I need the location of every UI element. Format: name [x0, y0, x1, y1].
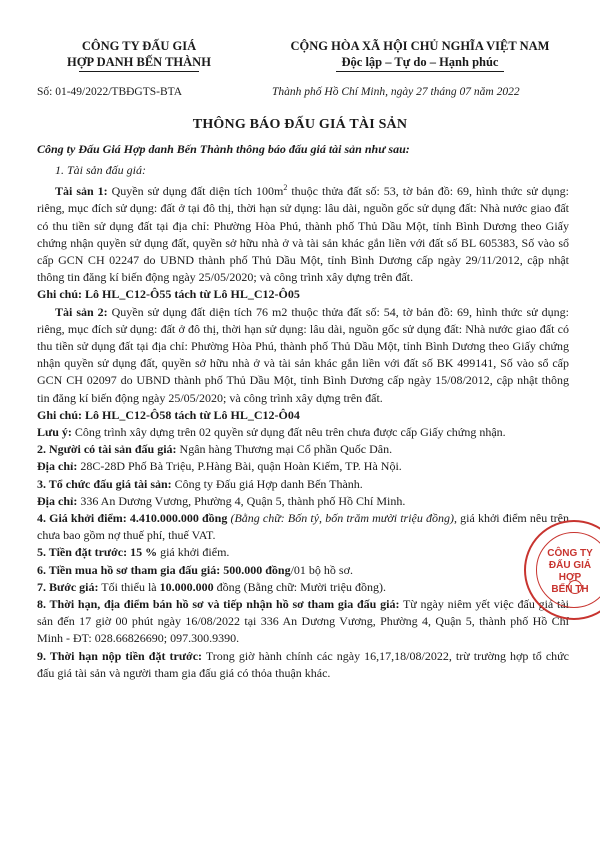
deposit-paragraph: [37, 544, 569, 561]
owner-address: [37, 458, 569, 475]
organizer-address: [37, 493, 569, 510]
starting-price-label: 4. Giá khởi điểm: 4.410.000.000 đồng: [37, 511, 228, 526]
org-name-line2: HỢP DANH BẾN THÀNH: [67, 55, 211, 69]
organization-header: [44, 38, 234, 72]
asset-1-area-unit-sup: 2: [283, 183, 288, 193]
deposit-period-text: Trong giờ hành chính các ngày 16,17,18/08/2022, trừ trường hợp tổ chức đấu giá tài sản và người tham gia đấu giá có thỏa thuận khác.: [37, 648, 569, 680]
asset-2-label: Tài sản 2:: [55, 304, 108, 319]
dossier-fee-label: 6. Tiền mua hồ sơ tham gia đấu giá: 500.000 đồng: [37, 562, 291, 577]
bid-step-paragraph: [37, 579, 569, 596]
owner-address-label: Địa chỉ:: [37, 459, 78, 474]
document-title: THÔNG BÁO ĐẤU GIÁ TÀI SẢN: [192, 117, 408, 132]
asset-2-note: Ghi chú: Lô HL_C12-Ô58 tách từ Lô HL_C12-Ô04: [37, 407, 300, 422]
owner-label: 2. Người có tài sản đấu giá:: [37, 442, 177, 457]
organizer-label: 3. Tổ chức đấu giá tài sản:: [37, 476, 172, 491]
organizer-paragraph: [37, 476, 569, 493]
caution-paragraph: [37, 424, 569, 441]
organizer-address-text: 336 An Dương Vương, Phường 4, Quận 5, thành phố Hồ Chí Minh.: [77, 493, 406, 508]
caution-text: Công trình xây dựng trên 02 quyền sử dụng đất nêu trên chưa được cấp Giấy chứng nhận.: [71, 425, 506, 440]
org-name-line1: CÔNG TY ĐẤU GIÁ: [81, 39, 197, 53]
deposit-text: giá khởi điểm.: [157, 545, 230, 560]
owner-address-text: 28C-28D Phố Bà Triệu, P.Hàng Bài, quận Hoàn Kiếm, TP. Hà Nội.: [77, 459, 402, 474]
asset-2-paragraph: [37, 304, 569, 407]
intro-line: Công ty Đấu Giá Hợp danh Bến Thành thông báo đấu giá tài sản như sau:: [37, 142, 410, 156]
organizer-address-label: Địa chỉ:: [37, 493, 78, 508]
asset-1-paragraph: [37, 179, 569, 286]
deposit-period-label: 9. Thời hạn nộp tiền đặt trước:: [37, 648, 203, 663]
motto-underline: [336, 71, 504, 72]
deposit-period-paragraph: [37, 648, 569, 682]
dossier-period-paragraph: [37, 596, 569, 648]
asset-1-text-b: thuộc thửa đất số: 53, tờ bản đồ: 69, hình thức sử dụng: riêng, mục đích sử dụng: đất ở tại đô thị, thời hạn sử dụng: lâu dài, nguồn gốc sử dụng đất: Nhà nước giao đất có thu tiền sử dụng đất tại địa chỉ: Phường Hòa Phú, thành phố Thủ Dầu Một, tỉnh Bình Dương theo Giấy chứng nhận quyền sử dụng đất, quyền sở hữu nhà ở và tài sản khác gắn liền với đất số BL 605383, Số vào sổ cấp GCN CH 02247 do UBND thành phố Thủ Dầu Một, tỉnh Bình Dương cấp ngày 29/11/2012, cập nhật thông tin đăng kí biến động ngày 25/05/2020; và công trình xây dựng trên đất.: [37, 184, 569, 285]
owner-paragraph: [37, 441, 569, 458]
bid-step-text-b: đồng (Bằng chữ: Mười triệu đồng).: [213, 579, 386, 594]
seal-text-graphic: CÔNG TY ĐẤU GIÁ HỢP BẾN TH: [547, 548, 593, 595]
starting-price-text: , giá khởi điểm nêu trên chưa bao gồm nợ thuế phí, thuế VAT.: [37, 511, 569, 543]
document-body: [37, 162, 569, 682]
owner-text: Ngân hàng Thương mại Cổ phần Quốc Dân.: [176, 442, 393, 457]
organizer-text: Công ty Đấu giá Hợp danh Bến Thành.: [171, 476, 363, 491]
nation-motto: Độc lập – Tự do – Hạnh phúc: [341, 55, 499, 69]
dossier-fee-text: /01 bộ hồ sơ.: [290, 562, 353, 577]
dossier-fee-paragraph: [37, 562, 569, 579]
nation-title: CỘNG HÒA XÃ HỘI CHỦ NGHĨA VIỆT NAM: [290, 39, 550, 53]
deposit-label: 5. Tiền đặt trước: 15 %: [37, 545, 158, 560]
starting-price-words: (Bằng chữ: Bốn tỷ, bốn trăm mười triệu đồng): [227, 511, 455, 526]
seal-star-icon: [568, 580, 582, 594]
asset-2-text: Quyền sử dụng đất diện tích 76 m2 thuộc thửa đất số: 54, tờ bản đồ: 69, hình thức sử dụng: riêng, mục đích sử dụng: đất ở đô thị, thời hạn sử dụng: lâu dài, nguồn gốc sử dụng đất: Nhà nước giao đất có thu tiền sử dụng đất tại địa chỉ: Phường Hòa Phú, thành phố Thủ Dầu Một, tỉnh Bình Dương theo Giấy chứng nhận quyền sử dụng đất, quyền sở hữu nhà ở và tài sản khác gắn liền với đất số BK 499141, Số vào sổ cấp GCN CH 02097 do UBND thành phố Thủ Dầu Một, tỉnh Bình Dương cấp ngày 15/08/2012, cập nhật thông tin đăng kí biến động ngày 25/05/2020; và công trình xây dựng trên đất.: [37, 304, 569, 405]
bid-step-text-a: Tối thiểu là: [98, 579, 160, 594]
national-header: [262, 38, 578, 72]
org-underline: [79, 71, 199, 72]
dossier-period-label: 8. Thời hạn, địa điểm bán hồ sơ và tiếp nhận hồ sơ tham gia đấu giá:: [37, 597, 400, 612]
caution-label: Lưu ý:: [37, 425, 72, 440]
asset-1-note: Ghi chú: Lô HL_C12-Ô55 tách từ Lô HL_C12-Ô05: [37, 287, 300, 302]
dossier-period-text: Từ ngày niêm yết việc đấu giá tài sản đến 17 giờ 00 phút ngày 16/08/2022 tại 336 An Dương Vương, Phường 4, Quận 5, thành phố Hồ Chí Minh - ĐT: 028.66826690; 097.300.9390.: [37, 597, 569, 646]
place-date: Thành phố Hồ Chí Minh, ngày 27 tháng 07 năm 2022: [272, 86, 520, 98]
bid-step-amount: 10.000.000: [159, 579, 214, 594]
asset-1-text-a: Quyền sử dụng đất diện tích 100m: [107, 184, 284, 199]
starting-price-paragraph: [37, 510, 569, 544]
document-number: Số: 01-49/2022/TBĐGTS-BTA: [37, 86, 183, 98]
bid-step-label: 7. Bước giá:: [37, 579, 99, 594]
asset-1-label: Tài sản 1:: [55, 184, 108, 199]
section-assets-heading: 1. Tài sản đấu giá:: [55, 163, 147, 177]
